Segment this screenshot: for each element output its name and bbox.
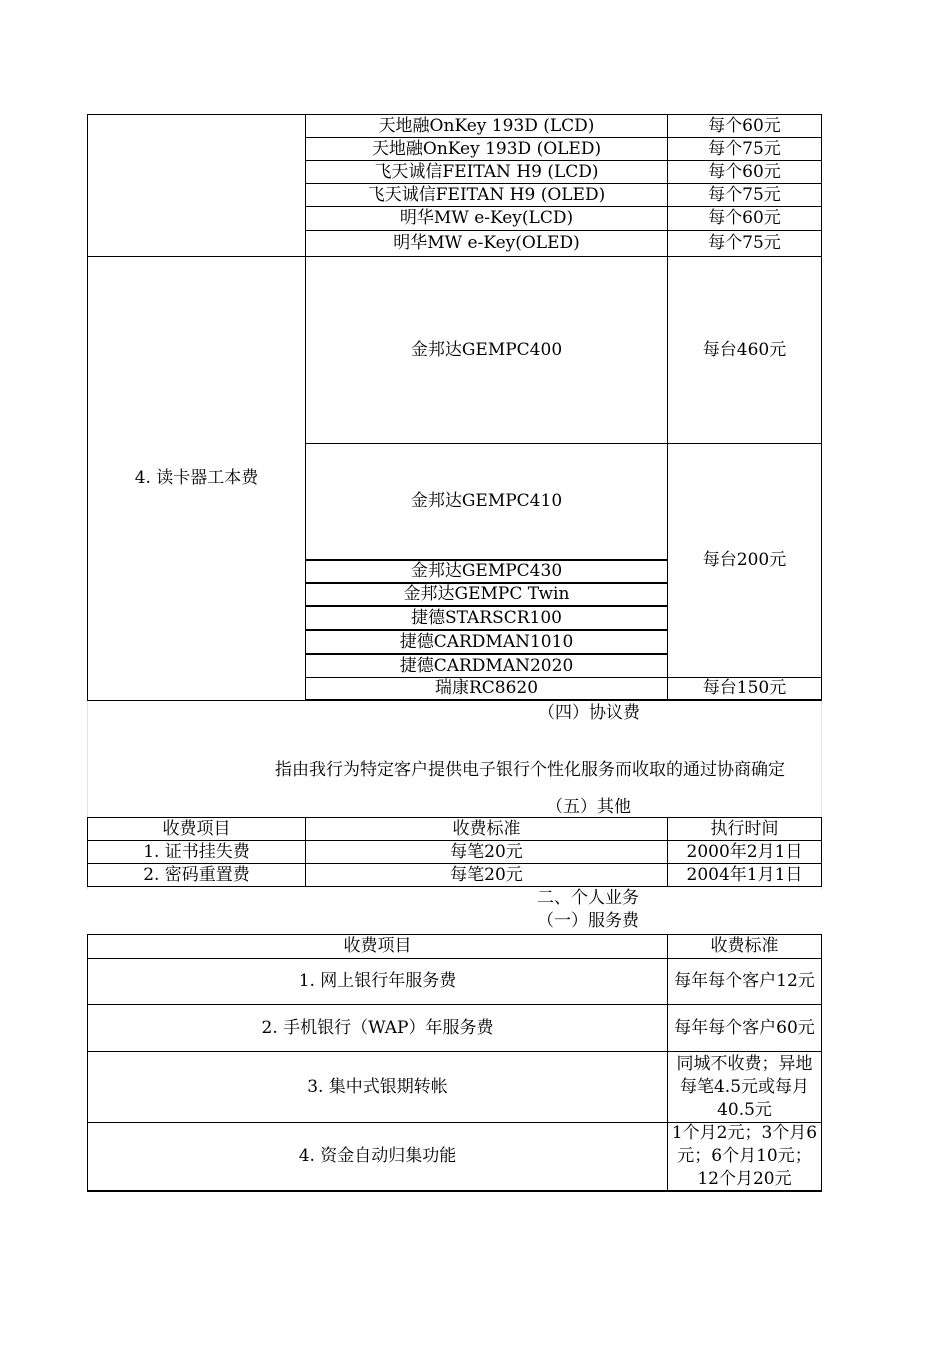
section5-title: （五）其他: [546, 797, 631, 817]
table-header: 收费标准: [667, 934, 822, 959]
token-price: 每个60元: [667, 160, 822, 184]
table-cell: 1. 证书挂失费: [87, 840, 306, 864]
reader-price: 每台200元: [667, 443, 822, 678]
token-label-cell: [87, 114, 306, 257]
reader-item: 金邦达GEMPC Twin: [305, 583, 668, 607]
token-name: 飞天诚信FEITAN H9 (LCD): [305, 160, 668, 184]
table-header: 收费项目: [87, 817, 306, 841]
table-cell: 1. 网上银行年服务费: [87, 958, 668, 1005]
reader-item: 金邦达GEMPC430: [305, 560, 668, 584]
token-price: 每个60元: [667, 206, 822, 231]
reader-item: 捷德CARDMAN2020: [305, 654, 668, 678]
section4-title: （四）协议费: [538, 703, 640, 723]
reader-label-cell: 4. 读卡器工本费: [87, 256, 306, 701]
personal-title: 二、个人业务: [537, 888, 639, 908]
table-cell: 2000年2月1日: [667, 840, 822, 864]
table-cell: 同城不收费；异地每笔4.5元或每月40.5元: [667, 1051, 822, 1123]
table-cell: 每笔20元: [305, 863, 668, 887]
section4-text: 指由我行为特定客户提供电子银行个性化服务而收取的通过协商确定: [275, 760, 785, 780]
reader-price: 每台150元: [667, 677, 822, 701]
table-cell: 每笔20元: [305, 840, 668, 864]
table-header: 收费标准: [305, 817, 668, 841]
reader-price: 每台460元: [667, 256, 822, 444]
table-cell: 每年每个客户60元: [667, 1004, 822, 1052]
token-price: 每个75元: [667, 137, 822, 161]
reader-item: 瑞康RC8620: [305, 677, 668, 701]
token-price: 每个75元: [667, 230, 822, 257]
personal-subtitle: （一）服务费: [537, 911, 639, 931]
reader-item: 金邦达GEMPC400: [305, 256, 668, 444]
table-cell: 4. 资金自动归集功能: [87, 1122, 668, 1192]
token-name: 飞天诚信FEITAN H9 (OLED): [305, 183, 668, 207]
table-cell: 每年每个客户12元: [667, 958, 822, 1005]
token-name: 明华MW e-Key(LCD): [305, 206, 668, 231]
reader-item: 金邦达GEMPC410: [305, 443, 668, 561]
token-name: 天地融OnKey 193D (OLED): [305, 137, 668, 161]
table-cell: 2. 密码重置费: [87, 863, 306, 887]
table-cell: 2. 手机银行（WAP）年服务费: [87, 1004, 668, 1052]
table-cell: 3. 集中式银期转帐: [87, 1051, 668, 1123]
token-price: 每个60元: [667, 114, 822, 138]
table-header: 收费项目: [87, 934, 668, 959]
token-price: 每个75元: [667, 183, 822, 207]
reader-item: 捷德STARSCR100: [305, 606, 668, 631]
token-name: 天地融OnKey 193D (LCD): [305, 114, 668, 138]
table-cell: 1个月2元；3个月6元；6个月10元；12个月20元: [667, 1122, 822, 1192]
token-name: 明华MW e-Key(OLED): [305, 230, 668, 257]
reader-item: 捷德CARDMAN1010: [305, 630, 668, 655]
table-header: 执行时间: [667, 817, 822, 841]
table-cell: 2004年1月1日: [667, 863, 822, 887]
